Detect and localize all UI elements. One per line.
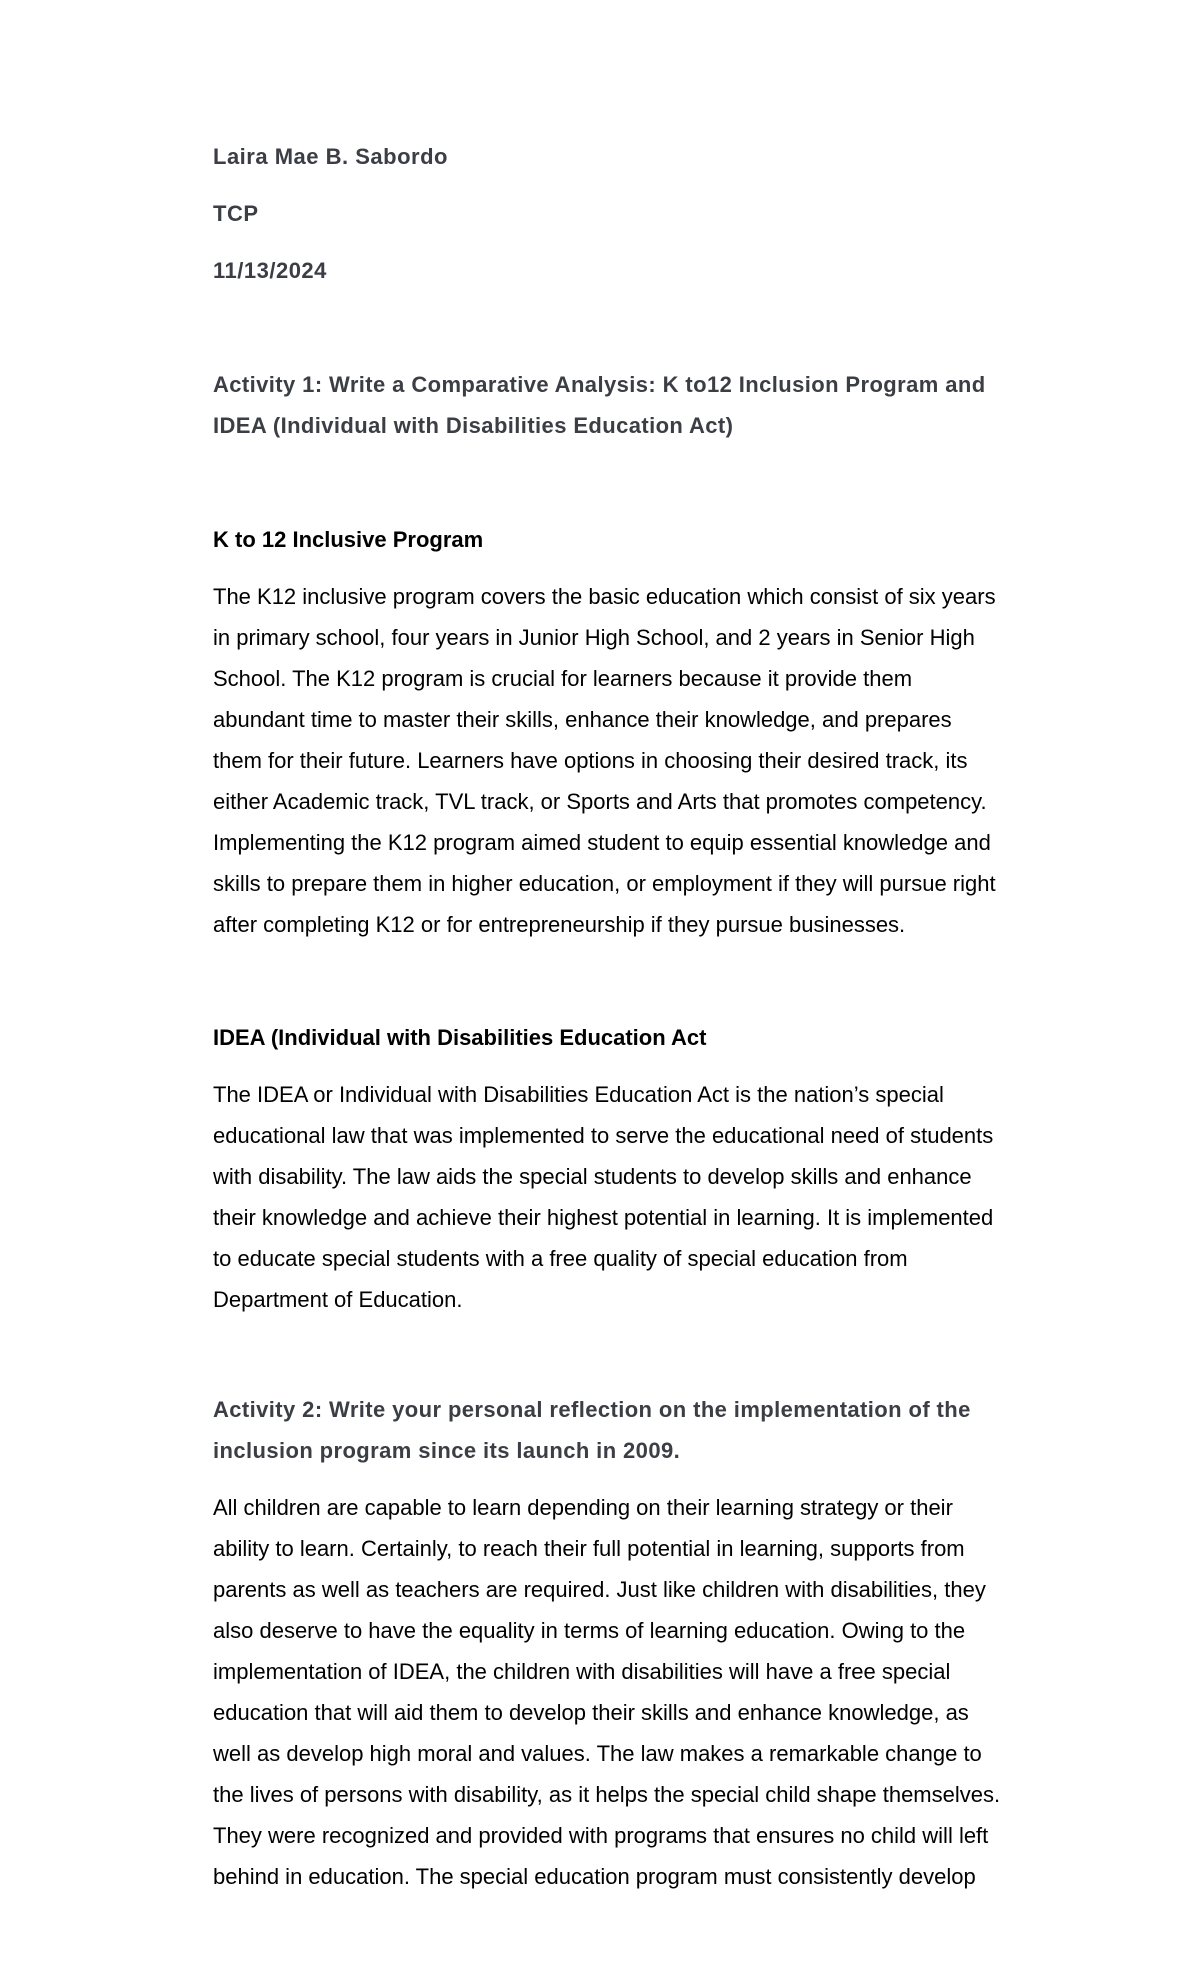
activity2-title-line-2: inclusion program since its launch in 2009. [213,1438,681,1463]
reflection-paragraph-line: All children are capable to learn depending on their learning strategy or their [213,1495,953,1520]
k12-paragraph-line: Implementing the K12 program aimed student to equip essential knowledge and [213,830,991,855]
k12-paragraph-line: either Academic track, TVL track, or Sports and Arts that promotes competency. [213,789,987,814]
reflection-paragraph-line: the lives of persons with disability, as it helps the special child shape themselves. [213,1782,1001,1807]
k12-paragraph-line: abundant time to master their skills, enhance their knowledge, and prepares [213,707,952,732]
k12-paragraph-line: School. The K12 program is crucial for learners because it provide them [213,666,913,691]
reflection-paragraph-line: also deserve to have the equality in terms of learning education. Owing to the [213,1618,966,1643]
reflection-paragraph-line: education that will aid them to develop their skills and enhance knowledge, as [213,1700,969,1725]
activity1-title-line-1: Activity 1: Write a Comparative Analysis: K to12 Inclusion Program and [213,372,986,397]
k12-paragraph-line: them for their future. Learners have options in choosing their desired track, its [213,748,968,773]
reflection-paragraph-line: They were recognized and provided with programs that ensures no child will left [213,1823,989,1848]
reflection-paragraph-line: well as develop high moral and values. The law makes a remarkable change to [213,1741,982,1766]
reflection-paragraph-line: implementation of IDEA, the children with disabilities will have a free special [213,1659,951,1684]
reflection-paragraph-line: parents as well as teachers are required. Just like children with disabilities, they [213,1577,986,1602]
idea-paragraph-line: educational law that was implemented to serve the educational need of students [213,1123,994,1148]
author-name: Laira Mae B. Sabordo [213,144,448,169]
activity2-title-line-1: Activity 2: Write your personal reflection on the implementation of the [213,1397,971,1422]
activity1-title-line-2: IDEA (Individual with Disabilities Education Act) [213,413,734,438]
idea-paragraph-line: with disability. The law aids the special students to develop skills and enhance [213,1164,972,1189]
document-date: 11/13/2024 [213,258,327,283]
course-code: TCP [213,201,259,226]
k12-paragraph-line: The K12 inclusive program covers the basic education which consist of six years [213,584,996,609]
reflection-paragraph-line: ability to learn. Certainly, to reach their full potential in learning, supports from [213,1536,965,1561]
idea-paragraph-line: Department of Education. [213,1287,463,1312]
idea-paragraph-line: their knowledge and achieve their highest potential in learning. It is implemented [213,1205,994,1230]
k12-paragraph-line: in primary school, four years in Junior High School, and 2 years in Senior High [213,625,975,650]
k12-paragraph-line: skills to prepare them in higher education, or employment if they will pursue right [213,871,996,896]
k12-paragraph-line: after completing K12 or for entrepreneurship if they pursue businesses. [213,912,906,937]
idea-paragraph-line: to educate special students with a free quality of special education from [213,1246,908,1271]
idea-paragraph-line: The IDEA or Individual with Disabilities Education Act is the nation’s special [213,1082,944,1107]
k12-section-heading: K to 12 Inclusive Program [213,527,484,552]
reflection-paragraph-line: behind in education. The special education program must consistently develop [213,1864,976,1889]
idea-section-heading: IDEA (Individual with Disabilities Education Act [213,1025,707,1050]
